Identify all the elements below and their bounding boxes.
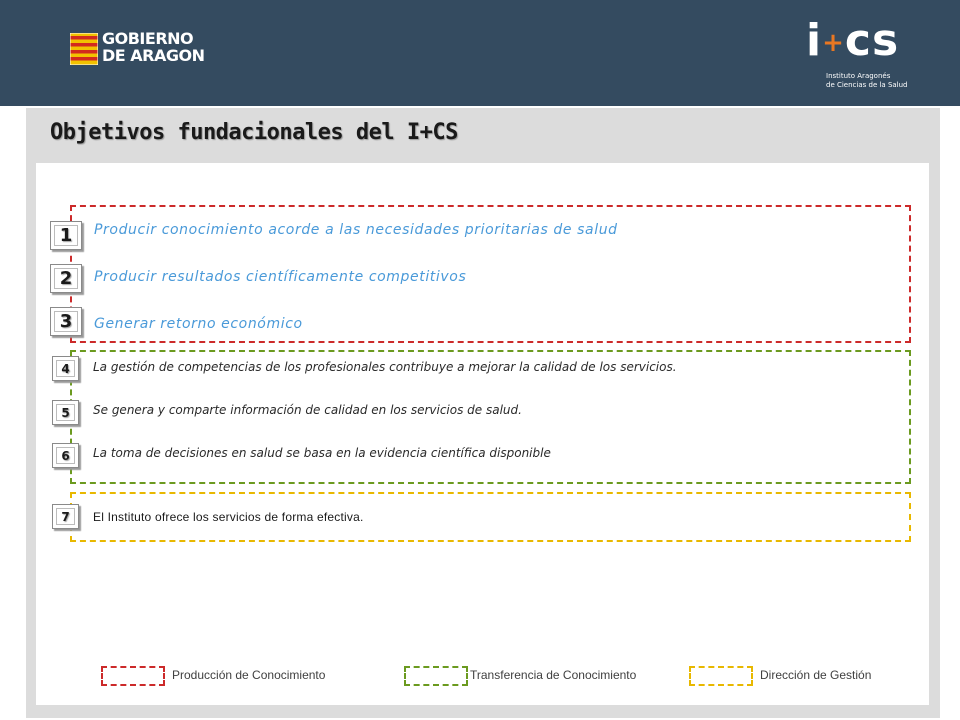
objective-text-2: Producir resultados científicamente competitivos: [94, 269, 467, 285]
legend-swatch-direccion: [689, 666, 753, 686]
objective-text-4: La gestión de competencias de los profesionales contribuye a mejorar la calidad de los servicios.: [93, 360, 677, 374]
ics-plus-icon: +: [822, 28, 845, 58]
objective-text-3: Generar retorno económico: [94, 316, 303, 332]
legend-label-produccion: Producción de Conocimiento: [172, 668, 326, 682]
objective-text-7: El Instituto ofrece los servicios de forma efectiva.: [93, 510, 364, 524]
objective-badge-7: 7: [52, 504, 79, 529]
objective-badge-4: 4: [52, 356, 79, 381]
legend-swatch-produccion: [101, 666, 165, 686]
objective-badge-5: 5: [52, 400, 79, 425]
legend-swatch-transferencia: [404, 666, 468, 686]
aragon-flag-icon: [70, 33, 98, 65]
legend-label-transferencia: Transferencia de Conocimiento: [470, 668, 637, 682]
slide-title: Objetivos fundacionales del I+CS: [50, 120, 458, 145]
ics-logo: [806, 15, 916, 94]
objective-badge-2: 2: [50, 264, 82, 293]
header-bar: [0, 0, 960, 106]
objective-text-1: Producir conocimiento acorde a las necesidades prioritarias de salud: [94, 222, 618, 238]
ics-sub-line1: Instituto Aragonés: [826, 72, 891, 80]
objective-text-5: Se genera y comparte información de calidad en los servicios de salud.: [93, 403, 522, 417]
objective-text-6: La toma de decisiones en salud se basa en la evidencia científica disponible: [93, 446, 551, 460]
gov-logo-line1: GOBIERNO: [102, 29, 194, 48]
ics-sub-line2: de Ciencias de la Salud: [826, 81, 908, 89]
objective-badge-6: 6: [52, 443, 79, 468]
objective-badge-3: 3: [50, 307, 82, 336]
ics-logo-wordmark: i+cs: [806, 15, 900, 66]
objective-badge-1: 1: [50, 221, 82, 250]
legend-label-direccion: Dirección de Gestión: [760, 668, 872, 682]
gov-logo-line2: DE ARAGON: [102, 46, 205, 65]
